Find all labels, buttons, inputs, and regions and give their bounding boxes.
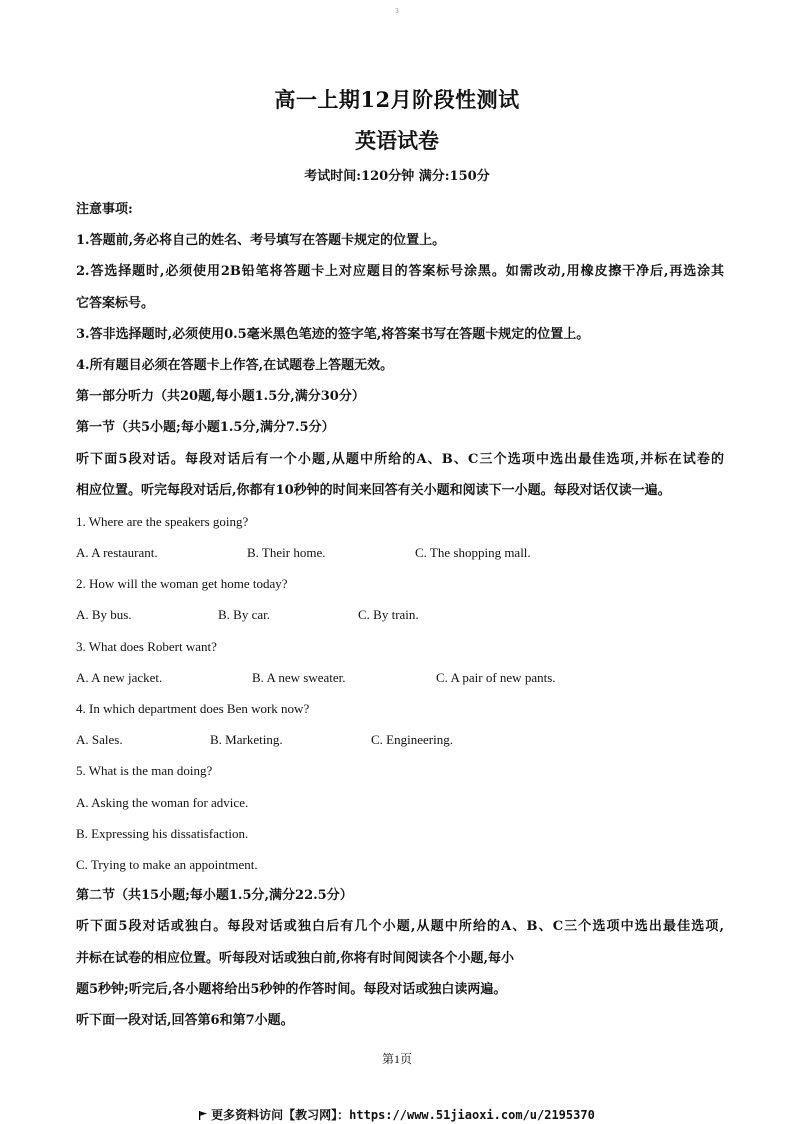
option-b: B. By car. bbox=[218, 607, 270, 623]
question-options bbox=[76, 724, 724, 755]
option-a: A. By bus. bbox=[76, 607, 132, 623]
option-a: A. Asking the woman for advice. bbox=[76, 794, 249, 810]
note-item: 3.答非选择题时,必须使用0.5毫米黑色笔迹的签字笔,将答案书写在答题卡规定的位置上。 bbox=[76, 326, 590, 342]
section2-instructions: 听下面5段对话或独白。每段对话或独白后有几个小题,从题中所给的A、B、C三个选项中选出最佳选项, bbox=[76, 919, 724, 935]
footer-link[interactable]: 更多资料访问【教习网】：https://www.51jiaoxi.com/u/2195370 bbox=[211, 1108, 595, 1122]
option-b: B. Their home. bbox=[247, 545, 326, 561]
question-options bbox=[76, 537, 724, 568]
page-number: 第1页 bbox=[381, 1052, 412, 1066]
exam-body bbox=[76, 194, 724, 1036]
option-c: C. Trying to make an appointment. bbox=[76, 856, 258, 872]
question-stem: 3. What does Robert want? bbox=[76, 638, 217, 654]
option-c: C. By train. bbox=[358, 607, 419, 623]
note-item: 它答案标号。 bbox=[76, 295, 155, 311]
question-options bbox=[76, 599, 724, 630]
question-stem: 5. What is the man doing? bbox=[76, 763, 213, 779]
section2-instructions: 并标在试卷的相应位置。听每段对话或独白前,你将有时间阅读各个小题,每小 bbox=[76, 950, 515, 966]
option-a: A. A restaurant. bbox=[76, 545, 158, 561]
note-item: 1.答题前,务必将自己的姓名、考号填写在答题卡规定的位置上。 bbox=[76, 233, 446, 249]
note-item: 4.所有题目必须在答题卡上作答,在试题卷上答题无效。 bbox=[76, 357, 394, 373]
question-options bbox=[76, 662, 724, 693]
exam-info: 考试时间:120分钟 满分:150分 bbox=[304, 169, 490, 184]
next-dialogue-instruction: 听下面一段对话,回答第6和第7小题。 bbox=[76, 1012, 294, 1028]
question-stem: 2. How will the woman get home today? bbox=[76, 576, 288, 592]
page-subtitle: 英语试卷 bbox=[355, 128, 439, 153]
section1-heading: 第一节（共5小题;每小题1.5分,满分7.5分） bbox=[76, 420, 335, 436]
flag-icon bbox=[199, 1109, 207, 1118]
option-a: A. Sales. bbox=[76, 732, 123, 748]
question-stem: 4. In which department does Ben work now? bbox=[76, 701, 310, 716]
option-b: B. Marketing. bbox=[210, 732, 283, 748]
option-b: B. A new sweater. bbox=[252, 669, 346, 685]
question-stem: 1. Where are the speakers going? bbox=[76, 513, 249, 529]
section2-instructions: 题5秒钟;听完后,各小题将给出5秒钟的作答时间。每段对话或独白读两遍。 bbox=[76, 981, 507, 997]
option-c: C. Engineering. bbox=[371, 732, 453, 748]
notes-heading: 注意事项: bbox=[76, 202, 133, 217]
page-title: 高一上期12月阶段性测试 bbox=[274, 87, 520, 112]
section2-heading: 第二节（共15小题;每小题1.5分,满分22.5分） bbox=[76, 888, 353, 904]
option-c: C. A pair of new pants. bbox=[436, 669, 556, 685]
section1-instructions: 听下面5段对话。每段对话后有一个小题,从题中所给的A、B、C三个选项中选出最佳选项,并标在试卷的 bbox=[76, 451, 724, 467]
footer-banner bbox=[0, 1106, 794, 1123]
option-a: A. A new jacket. bbox=[76, 669, 163, 685]
option-c: C. The shopping mall. bbox=[415, 545, 531, 561]
top-mark: 3 bbox=[395, 8, 399, 15]
section1-instructions: 相应位置。听完每段对话后,你都有10秒钟的时间来回答有关小题和阅读下一小题。每段对话仅读一遍。 bbox=[76, 482, 671, 498]
note-item: 2.答选择题时,必须使用2B铅笔将答题卡上对应题目的答案标号涂黑。如需改动,用橡皮擦干净后,再选涂其 bbox=[76, 264, 724, 280]
option-b: B. Expressing his dissatisfaction. bbox=[76, 825, 249, 841]
part1-heading: 第一部分听力（共20题,每小题1.5分,满分30分） bbox=[76, 389, 365, 405]
